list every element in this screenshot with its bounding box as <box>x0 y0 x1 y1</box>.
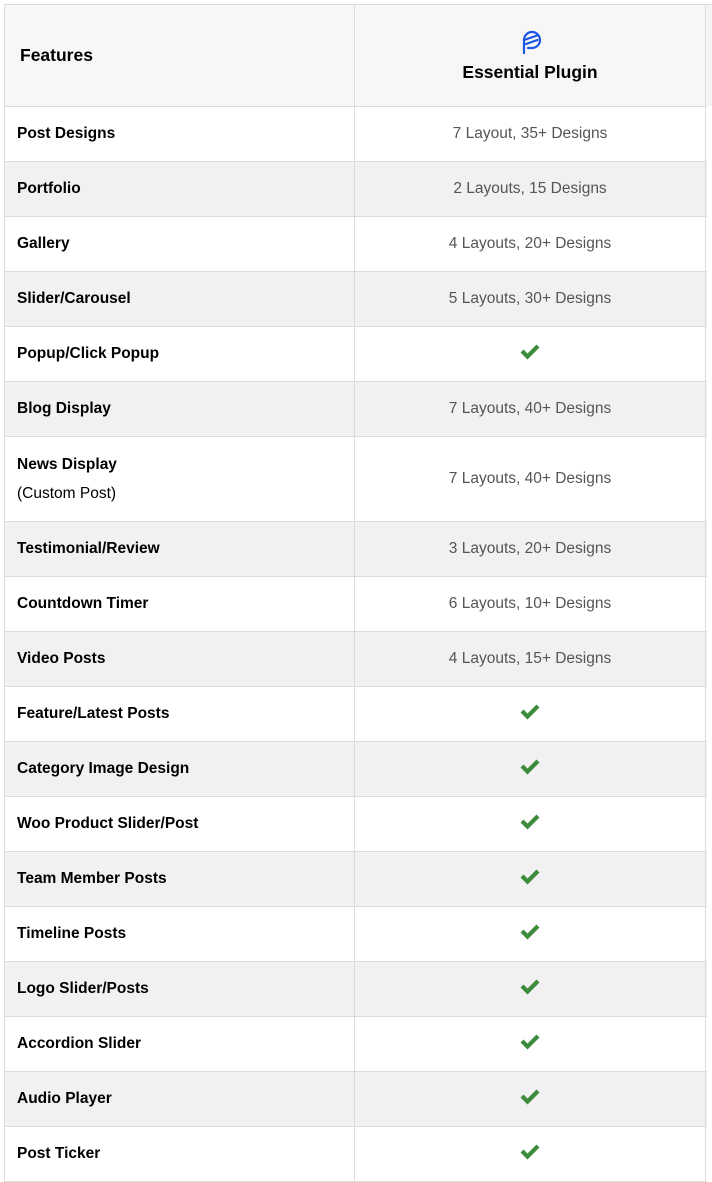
feature-name: Slider/Carousel <box>17 290 131 307</box>
feature-name: Post Ticker <box>17 1145 101 1162</box>
feature-cell <box>5 217 355 271</box>
feature-name: Woo Product Slider/Post <box>17 815 199 832</box>
table-row <box>5 522 707 577</box>
layout-design-count: 4 Layouts, 20+ Designs <box>448 235 612 252</box>
plugin-value-cell <box>355 162 706 216</box>
plugin-value-cell <box>355 1017 706 1071</box>
feature-name: Gallery <box>17 235 70 252</box>
plugin-value-cell <box>355 742 706 796</box>
table-row <box>5 327 707 382</box>
feature-name: News Display <box>17 455 117 473</box>
checkmark-icon <box>519 703 541 721</box>
feature-name: Logo Slider/Posts <box>17 980 149 997</box>
feature-cell <box>5 962 355 1016</box>
feature-name: Team Member Posts <box>17 870 167 887</box>
feature-name: Countdown Timer <box>17 595 149 612</box>
checkmark-icon <box>519 758 541 776</box>
feature-cell <box>5 742 355 796</box>
plugin-value-cell <box>355 437 706 521</box>
layout-design-count: 4 Layouts, 15+ Designs <box>448 650 612 667</box>
feature-comparison-table <box>4 4 707 1182</box>
plugin-value-cell <box>355 687 706 741</box>
feature-name: Portfolio <box>17 180 81 197</box>
plugin-value-cell <box>355 962 706 1016</box>
feature-cell <box>5 577 355 631</box>
table-row <box>5 162 707 217</box>
feature-cell <box>5 1072 355 1126</box>
checkmark-icon <box>519 1033 541 1051</box>
table-header-row <box>5 5 707 107</box>
table-row <box>5 742 707 797</box>
plugin-value-cell <box>355 1072 706 1126</box>
layout-design-count: 7 Layouts, 40+ Designs <box>448 470 612 487</box>
plugin-name: Essential Plugin <box>462 62 598 82</box>
feature-cell <box>5 327 355 381</box>
checkmark-icon <box>519 868 541 886</box>
feature-name: Category Image Design <box>17 760 190 777</box>
table-row <box>5 797 707 852</box>
feature-name: Accordion Slider <box>17 1035 142 1052</box>
table-body <box>5 107 707 1182</box>
layout-design-count: 5 Layouts, 30+ Designs <box>448 290 612 307</box>
feature-cell <box>5 437 355 521</box>
feature-subtitle: (Custom Post) <box>17 484 117 502</box>
feature-cell <box>5 687 355 741</box>
feature-cell <box>5 852 355 906</box>
checkmark-icon <box>519 343 541 361</box>
table-row <box>5 852 707 907</box>
feature-name: Video Posts <box>17 650 106 667</box>
table-row <box>5 1127 707 1182</box>
feature-name: Feature/Latest Posts <box>17 705 170 722</box>
table-row <box>5 632 707 687</box>
features-column-header <box>5 5 355 106</box>
plugin-value-cell <box>355 797 706 851</box>
plugin-value-cell <box>355 217 706 271</box>
plugin-value-cell <box>355 907 706 961</box>
layout-design-count: 7 Layouts, 40+ Designs <box>448 400 612 417</box>
feature-name: Popup/Click Popup <box>17 345 160 362</box>
checkmark-icon <box>519 813 541 831</box>
table-row <box>5 107 707 162</box>
table-row <box>5 962 707 1017</box>
plugin-value-cell <box>355 272 706 326</box>
feature-cell <box>5 797 355 851</box>
layout-design-count: 6 Layouts, 10+ Designs <box>448 595 612 612</box>
feature-cell <box>5 162 355 216</box>
checkmark-icon <box>519 923 541 941</box>
table-row <box>5 577 707 632</box>
layout-design-count: 7 Layout, 35+ Designs <box>452 125 608 142</box>
checkmark-icon <box>519 978 541 996</box>
plugin-value-cell <box>355 852 706 906</box>
plugin-value-cell <box>355 107 706 161</box>
table-row <box>5 687 707 742</box>
plugin-value-cell <box>355 632 706 686</box>
checkmark-icon <box>519 1143 541 1161</box>
table-row <box>5 382 707 437</box>
table-row <box>5 1072 707 1127</box>
plugin-value-cell <box>355 382 706 436</box>
feature-name: Timeline Posts <box>17 925 127 942</box>
feature-name: Post Designs <box>17 125 116 142</box>
checkmark-icon <box>519 1088 541 1106</box>
feature-name: Testimonial/Review <box>17 540 160 557</box>
table-row <box>5 907 707 962</box>
feature-cell <box>5 1127 355 1181</box>
plugin-value-cell <box>355 1127 706 1181</box>
plugin-value-cell <box>355 327 706 381</box>
feature-cell <box>5 107 355 161</box>
essential-plugin-logo-icon <box>517 28 543 56</box>
table-row <box>5 437 707 522</box>
feature-name: Blog Display <box>17 400 111 417</box>
feature-cell <box>5 907 355 961</box>
layout-design-count: 3 Layouts, 20+ Designs <box>448 540 612 557</box>
feature-cell <box>5 522 355 576</box>
plugin-value-cell <box>355 577 706 631</box>
table-row <box>5 217 707 272</box>
plugin-value-cell <box>355 522 706 576</box>
feature-cell <box>5 272 355 326</box>
feature-cell <box>5 1017 355 1071</box>
plugin-column-header <box>355 5 706 106</box>
feature-cell <box>5 382 355 436</box>
features-header-label: Features <box>20 45 93 65</box>
table-row <box>5 1017 707 1072</box>
feature-cell <box>5 632 355 686</box>
table-row <box>5 272 707 327</box>
feature-name: Audio Player <box>17 1090 112 1107</box>
layout-design-count: 2 Layouts, 15 Designs <box>453 180 607 197</box>
